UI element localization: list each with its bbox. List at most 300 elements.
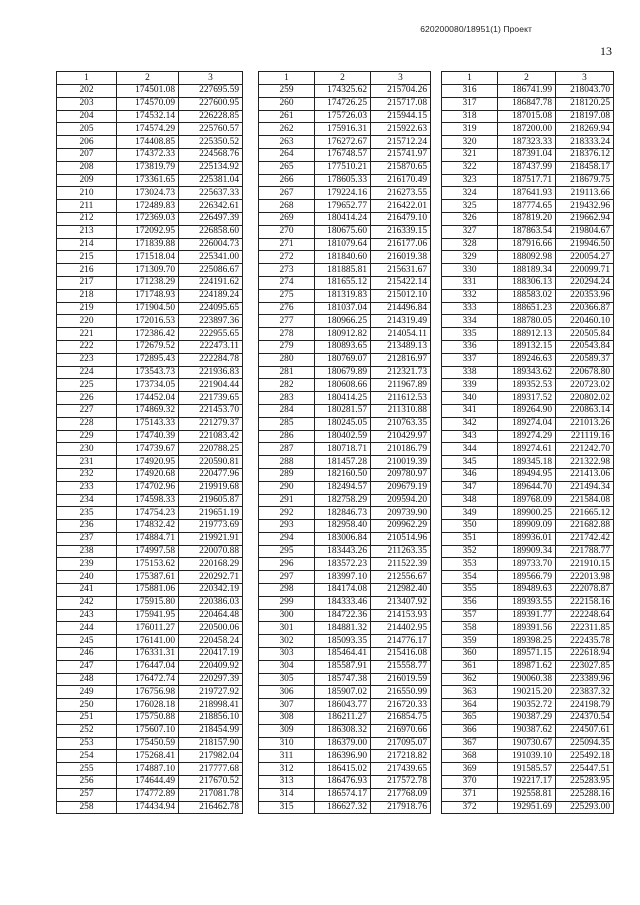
x-coordinate-cell: 175915.80 (117, 596, 179, 609)
y-coordinate-cell: 221322.98 (556, 456, 614, 469)
point-number-cell: 307 (259, 699, 315, 712)
y-coordinate-cell: 215704.26 (371, 85, 431, 98)
x-coordinate-cell: 187015.08 (498, 110, 556, 123)
point-number-cell: 260 (259, 97, 315, 110)
point-number-cell: 331 (442, 276, 498, 289)
table-row (442, 212, 614, 225)
table-row (57, 174, 243, 187)
point-number-cell: 309 (259, 724, 315, 737)
table-row (57, 315, 243, 328)
point-number-cell: 306 (259, 686, 315, 699)
point-number-cell: 347 (442, 481, 498, 494)
y-coordinate-cell: 218454.99 (179, 724, 243, 737)
x-coordinate-cell: 182758.29 (315, 494, 371, 507)
x-coordinate-cell: 172369.03 (117, 212, 179, 225)
table-row (259, 532, 431, 545)
table-row (259, 520, 431, 533)
y-coordinate-cell: 215870.65 (371, 161, 431, 174)
y-coordinate-cell: 220464.48 (179, 609, 243, 622)
point-number-cell: 338 (442, 366, 498, 379)
point-number-cell: 257 (57, 788, 117, 801)
table-row (259, 123, 431, 136)
table-row (442, 673, 614, 686)
point-number-cell: 276 (259, 302, 315, 315)
x-coordinate-cell: 187517.71 (498, 174, 556, 187)
x-coordinate-cell: 180414.25 (315, 392, 371, 405)
point-number-cell: 248 (57, 673, 117, 686)
point-number-cell: 366 (442, 724, 498, 737)
x-coordinate-cell: 175387.61 (117, 571, 179, 584)
y-coordinate-cell: 212556.67 (371, 571, 431, 584)
table-row (57, 635, 243, 648)
table-row (442, 110, 614, 123)
x-coordinate-cell: 176756.98 (117, 686, 179, 699)
coordinates-table-3 (441, 71, 614, 814)
x-coordinate-cell: 181457.28 (315, 456, 371, 469)
x-coordinate-cell: 192558.81 (498, 788, 556, 801)
table-row (442, 238, 614, 251)
point-number-cell: 291 (259, 494, 315, 507)
y-coordinate-cell: 225134.92 (179, 161, 243, 174)
point-number-cell: 294 (259, 532, 315, 545)
point-number-cell: 310 (259, 737, 315, 750)
y-coordinate-cell: 218856.10 (179, 712, 243, 725)
y-coordinate-cell: 224370.54 (556, 712, 614, 725)
y-coordinate-cell: 217572.78 (371, 776, 431, 789)
table-row (57, 788, 243, 801)
y-coordinate-cell: 216273.55 (371, 187, 431, 200)
x-coordinate-cell: 181885.81 (315, 264, 371, 277)
table-row (442, 276, 614, 289)
point-number-cell: 214 (57, 238, 117, 251)
y-coordinate-cell: 225381.04 (179, 174, 243, 187)
point-number-cell: 258 (57, 801, 117, 814)
table-row (57, 123, 243, 136)
y-coordinate-cell: 224189.24 (179, 289, 243, 302)
table-row (442, 686, 614, 699)
point-number-cell: 314 (259, 788, 315, 801)
point-number-cell: 296 (259, 558, 315, 571)
point-number-cell: 275 (259, 289, 315, 302)
y-coordinate-cell: 219727.92 (179, 686, 243, 699)
x-coordinate-cell: 181655.12 (315, 276, 371, 289)
y-coordinate-cell: 210019.39 (371, 456, 431, 469)
y-coordinate-cell: 222284.78 (179, 353, 243, 366)
y-coordinate-cell: 226228.85 (179, 110, 243, 123)
x-coordinate-cell: 190352.72 (498, 699, 556, 712)
y-coordinate-cell: 216177.06 (371, 238, 431, 251)
point-number-cell: 252 (57, 724, 117, 737)
point-number-cell: 353 (442, 558, 498, 571)
y-coordinate-cell: 215416.08 (371, 648, 431, 661)
table-row (442, 85, 614, 98)
x-coordinate-cell: 181840.60 (315, 251, 371, 264)
point-number-cell: 320 (442, 136, 498, 149)
y-coordinate-cell: 220366.87 (556, 302, 614, 315)
y-coordinate-cell: 226004.73 (179, 238, 243, 251)
point-number-cell: 205 (57, 123, 117, 136)
x-coordinate-cell: 186396.90 (315, 750, 371, 763)
x-coordinate-cell: 191039.10 (498, 750, 556, 763)
y-coordinate-cell: 215422.14 (371, 276, 431, 289)
y-coordinate-cell: 209780.97 (371, 468, 431, 481)
x-coordinate-cell: 189246.63 (498, 353, 556, 366)
table-row (259, 609, 431, 622)
x-coordinate-cell: 180402.59 (315, 430, 371, 443)
point-number-cell: 230 (57, 443, 117, 456)
point-number-cell: 209 (57, 174, 117, 187)
point-number-cell: 360 (442, 648, 498, 661)
point-number-cell: 246 (57, 648, 117, 661)
point-number-cell: 318 (442, 110, 498, 123)
table-row (57, 660, 243, 673)
x-coordinate-cell: 182958.40 (315, 520, 371, 533)
point-number-cell: 273 (259, 264, 315, 277)
x-coordinate-cell: 175143.33 (117, 417, 179, 430)
x-coordinate-cell: 183997.10 (315, 571, 371, 584)
x-coordinate-cell: 189909.09 (498, 520, 556, 533)
table-row (57, 648, 243, 661)
y-coordinate-cell: 227600.95 (179, 97, 243, 110)
y-coordinate-cell: 220678.80 (556, 366, 614, 379)
table-row (57, 776, 243, 789)
y-coordinate-cell: 214496.84 (371, 302, 431, 315)
table-row (57, 507, 243, 520)
y-coordinate-cell: 222311.85 (556, 622, 614, 635)
y-coordinate-cell: 219921.91 (179, 532, 243, 545)
y-coordinate-cell: 218376.12 (556, 148, 614, 161)
point-number-cell: 224 (57, 366, 117, 379)
y-coordinate-cell: 221665.12 (556, 507, 614, 520)
x-coordinate-cell: 174452.04 (117, 392, 179, 405)
y-coordinate-cell: 221788.77 (556, 545, 614, 558)
point-number-cell: 270 (259, 225, 315, 238)
y-coordinate-cell: 224507.61 (556, 724, 614, 737)
x-coordinate-cell: 189566.79 (498, 571, 556, 584)
point-number-cell: 346 (442, 468, 498, 481)
point-number-cell: 228 (57, 417, 117, 430)
table-row (57, 545, 243, 558)
y-coordinate-cell: 222013.98 (556, 571, 614, 584)
column-header: 1 (57, 72, 117, 85)
y-coordinate-cell: 227695.59 (179, 85, 243, 98)
x-coordinate-cell: 190060.38 (498, 673, 556, 686)
table-row (259, 161, 431, 174)
table-header-row (442, 72, 614, 85)
x-coordinate-cell: 174920.95 (117, 456, 179, 469)
point-number-cell: 238 (57, 545, 117, 558)
x-coordinate-cell: 180912.82 (315, 328, 371, 341)
y-coordinate-cell: 225283.95 (556, 776, 614, 789)
table-row (259, 776, 431, 789)
x-coordinate-cell: 174325.62 (315, 85, 371, 98)
x-coordinate-cell: 190387.29 (498, 712, 556, 725)
table-row (57, 468, 243, 481)
x-coordinate-cell: 186415.02 (315, 763, 371, 776)
y-coordinate-cell: 221453.70 (179, 404, 243, 417)
table-row (57, 763, 243, 776)
x-coordinate-cell: 185587.91 (315, 660, 371, 673)
table-row (442, 328, 614, 341)
y-coordinate-cell: 210763.35 (371, 417, 431, 430)
table-row (259, 328, 431, 341)
point-number-cell: 274 (259, 276, 315, 289)
table-row (259, 187, 431, 200)
point-number-cell: 298 (259, 584, 315, 597)
point-number-cell: 315 (259, 801, 315, 814)
point-number-cell: 293 (259, 520, 315, 533)
point-number-cell: 249 (57, 686, 117, 699)
y-coordinate-cell: 215922.63 (371, 123, 431, 136)
point-number-cell: 267 (259, 187, 315, 200)
y-coordinate-cell: 217081.78 (179, 788, 243, 801)
point-number-cell: 371 (442, 788, 498, 801)
x-coordinate-cell: 189274.29 (498, 430, 556, 443)
point-number-cell: 295 (259, 545, 315, 558)
x-coordinate-cell: 189264.90 (498, 404, 556, 417)
table-row (442, 520, 614, 533)
y-coordinate-cell: 225492.18 (556, 750, 614, 763)
table-row (259, 430, 431, 443)
point-number-cell: 279 (259, 340, 315, 353)
x-coordinate-cell: 174598.33 (117, 494, 179, 507)
point-number-cell: 231 (57, 456, 117, 469)
point-number-cell: 259 (259, 85, 315, 98)
x-coordinate-cell: 190215.20 (498, 686, 556, 699)
point-number-cell: 336 (442, 340, 498, 353)
table-row (57, 161, 243, 174)
x-coordinate-cell: 189936.01 (498, 532, 556, 545)
point-number-cell: 263 (259, 136, 315, 149)
x-coordinate-cell: 187819.20 (498, 212, 556, 225)
table-row (57, 532, 243, 545)
table-row (57, 200, 243, 213)
y-coordinate-cell: 218333.24 (556, 136, 614, 149)
table-row (259, 443, 431, 456)
x-coordinate-cell: 192217.17 (498, 776, 556, 789)
point-number-cell: 327 (442, 225, 498, 238)
table-row (57, 494, 243, 507)
y-coordinate-cell: 218043.70 (556, 85, 614, 98)
table-row (259, 251, 431, 264)
y-coordinate-cell: 221413.06 (556, 468, 614, 481)
y-coordinate-cell: 210186.79 (371, 443, 431, 456)
table-row (57, 251, 243, 264)
point-number-cell: 362 (442, 673, 498, 686)
x-coordinate-cell: 185093.35 (315, 635, 371, 648)
y-coordinate-cell: 216970.66 (371, 724, 431, 737)
point-number-cell: 210 (57, 187, 117, 200)
x-coordinate-cell: 173361.65 (117, 174, 179, 187)
table-row (259, 238, 431, 251)
point-number-cell: 242 (57, 596, 117, 609)
table-row (259, 276, 431, 289)
x-coordinate-cell: 174832.42 (117, 520, 179, 533)
y-coordinate-cell: 220589.37 (556, 353, 614, 366)
y-coordinate-cell: 220353.96 (556, 289, 614, 302)
y-coordinate-cell: 225293.00 (556, 801, 614, 814)
table-row (259, 302, 431, 315)
point-number-cell: 322 (442, 161, 498, 174)
table-row (57, 302, 243, 315)
y-coordinate-cell: 220590.81 (179, 456, 243, 469)
table-row (259, 353, 431, 366)
table-row (259, 699, 431, 712)
x-coordinate-cell: 181079.64 (315, 238, 371, 251)
x-coordinate-cell: 176141.00 (117, 635, 179, 648)
y-coordinate-cell: 221119.16 (556, 430, 614, 443)
table-row (259, 571, 431, 584)
table-row (259, 456, 431, 469)
x-coordinate-cell: 174726.25 (315, 97, 371, 110)
x-coordinate-cell: 172016.53 (117, 315, 179, 328)
point-number-cell: 266 (259, 174, 315, 187)
y-coordinate-cell: 222618.94 (556, 648, 614, 661)
point-number-cell: 363 (442, 686, 498, 699)
x-coordinate-cell: 171748.93 (117, 289, 179, 302)
y-coordinate-cell: 221910.15 (556, 558, 614, 571)
point-number-cell: 325 (442, 200, 498, 213)
table-row (57, 596, 243, 609)
y-coordinate-cell: 220417.19 (179, 648, 243, 661)
x-coordinate-cell: 182160.50 (315, 468, 371, 481)
y-coordinate-cell: 216019.38 (371, 251, 431, 264)
point-number-cell: 370 (442, 776, 498, 789)
y-coordinate-cell: 216019.59 (371, 673, 431, 686)
y-coordinate-cell: 221739.65 (179, 392, 243, 405)
y-coordinate-cell: 220500.06 (179, 622, 243, 635)
point-number-cell: 345 (442, 456, 498, 469)
x-coordinate-cell: 175726.03 (315, 110, 371, 123)
y-coordinate-cell: 222158.16 (556, 596, 614, 609)
x-coordinate-cell: 172092.95 (117, 225, 179, 238)
point-number-cell: 280 (259, 353, 315, 366)
x-coordinate-cell: 176011.27 (117, 622, 179, 635)
point-number-cell: 284 (259, 404, 315, 417)
y-coordinate-cell: 211263.35 (371, 545, 431, 558)
x-coordinate-cell: 189343.62 (498, 366, 556, 379)
x-coordinate-cell: 188651.23 (498, 302, 556, 315)
y-coordinate-cell: 212982.40 (371, 584, 431, 597)
point-number-cell: 237 (57, 532, 117, 545)
y-coordinate-cell: 214319.49 (371, 315, 431, 328)
point-number-cell: 297 (259, 571, 315, 584)
x-coordinate-cell: 187641.93 (498, 187, 556, 200)
point-number-cell: 222 (57, 340, 117, 353)
table-row (259, 584, 431, 597)
point-number-cell: 213 (57, 225, 117, 238)
point-number-cell: 207 (57, 148, 117, 161)
table-row (442, 558, 614, 571)
x-coordinate-cell: 174372.33 (117, 148, 179, 161)
table-row (442, 174, 614, 187)
table-row (259, 264, 431, 277)
x-coordinate-cell: 187437.99 (498, 161, 556, 174)
x-coordinate-cell: 186043.77 (315, 699, 371, 712)
y-coordinate-cell: 219113.66 (556, 187, 614, 200)
x-coordinate-cell: 176472.74 (117, 673, 179, 686)
x-coordinate-cell: 179652.77 (315, 200, 371, 213)
y-coordinate-cell: 221279.37 (179, 417, 243, 430)
table-row (442, 468, 614, 481)
table-row (259, 289, 431, 302)
x-coordinate-cell: 189644.70 (498, 481, 556, 494)
point-number-cell: 244 (57, 622, 117, 635)
table-row (259, 174, 431, 187)
point-number-cell: 285 (259, 417, 315, 430)
table-row (259, 468, 431, 481)
x-coordinate-cell: 174887.10 (117, 763, 179, 776)
point-number-cell: 299 (259, 596, 315, 609)
point-number-cell: 361 (442, 660, 498, 673)
x-coordinate-cell: 187916.66 (498, 238, 556, 251)
table-row (57, 750, 243, 763)
y-coordinate-cell: 219919.68 (179, 481, 243, 494)
y-coordinate-cell: 220543.84 (556, 340, 614, 353)
table-row (259, 97, 431, 110)
y-coordinate-cell: 226497.39 (179, 212, 243, 225)
point-number-cell: 335 (442, 328, 498, 341)
point-number-cell: 253 (57, 737, 117, 750)
table-row (259, 648, 431, 661)
y-coordinate-cell: 215944.15 (371, 110, 431, 123)
table-row (259, 136, 431, 149)
x-coordinate-cell: 190730.67 (498, 737, 556, 750)
x-coordinate-cell: 189345.18 (498, 456, 556, 469)
y-coordinate-cell: 221742.42 (556, 532, 614, 545)
point-number-cell: 221 (57, 328, 117, 341)
y-coordinate-cell: 220458.24 (179, 635, 243, 648)
x-coordinate-cell: 186308.32 (315, 724, 371, 737)
point-number-cell: 312 (259, 763, 315, 776)
table-row (259, 507, 431, 520)
document-ref: 620200080/18951(1) Проект (420, 24, 532, 34)
y-coordinate-cell: 211612.53 (371, 392, 431, 405)
x-coordinate-cell: 171904.50 (117, 302, 179, 315)
x-coordinate-cell: 176748.57 (315, 148, 371, 161)
table-row (57, 85, 243, 98)
table-row (57, 392, 243, 405)
point-number-cell: 271 (259, 238, 315, 251)
x-coordinate-cell: 189398.25 (498, 635, 556, 648)
point-number-cell: 255 (57, 763, 117, 776)
column-header: 1 (442, 72, 498, 85)
x-coordinate-cell: 176331.31 (117, 648, 179, 661)
table-row (442, 417, 614, 430)
x-coordinate-cell: 189909.34 (498, 545, 556, 558)
point-number-cell: 202 (57, 85, 117, 98)
x-coordinate-cell: 188780.05 (498, 315, 556, 328)
x-coordinate-cell: 172679.52 (117, 340, 179, 353)
table-row (259, 481, 431, 494)
table-row (442, 801, 614, 814)
point-number-cell: 305 (259, 673, 315, 686)
point-number-cell: 226 (57, 392, 117, 405)
x-coordinate-cell: 189132.15 (498, 340, 556, 353)
y-coordinate-cell: 220460.10 (556, 315, 614, 328)
x-coordinate-cell: 180608.66 (315, 379, 371, 392)
x-coordinate-cell: 180679.89 (315, 366, 371, 379)
table-row (442, 532, 614, 545)
x-coordinate-cell: 186627.32 (315, 801, 371, 814)
point-number-cell: 359 (442, 635, 498, 648)
y-coordinate-cell: 215012.10 (371, 289, 431, 302)
table-row (57, 328, 243, 341)
x-coordinate-cell: 180281.57 (315, 404, 371, 417)
point-number-cell: 316 (442, 85, 498, 98)
x-coordinate-cell: 175607.10 (117, 724, 179, 737)
table-row (259, 85, 431, 98)
